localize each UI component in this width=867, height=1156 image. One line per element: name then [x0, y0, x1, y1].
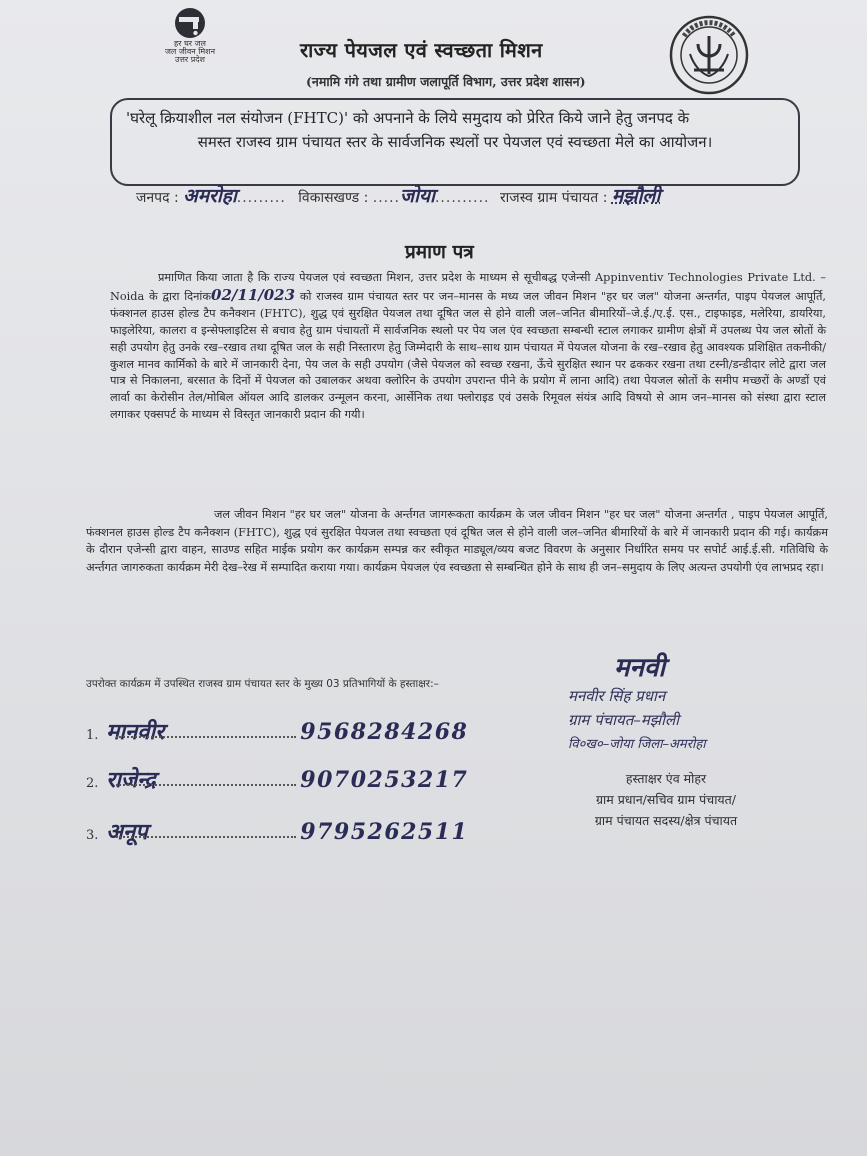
mission-title: राज्य पेयजल एवं स्वच्छता मिशन — [300, 38, 543, 62]
participant-index: 3. — [86, 828, 99, 843]
pradhan-signature: मनवी — [614, 653, 666, 683]
dotted-line — [116, 784, 296, 786]
dotted-line — [116, 836, 296, 838]
district-value: अमरोहा — [183, 185, 237, 207]
participant-phone: 9568284268 — [300, 719, 469, 745]
block-label: विकासखण्ड : — [298, 190, 369, 206]
location-fields — [136, 182, 836, 208]
participant-name: राजेन्द्र — [106, 767, 156, 793]
district-label: जनपद : — [136, 190, 179, 206]
logo-caption-3: उत्तर प्रदेश — [175, 55, 205, 64]
para1-before-date: प्रमाणित किया जाता है कि राज्य पेयजल एवं स्वच्छता मिशन, उत्तर प्रदेश के माध्यम से सूचीबद्ध एजेन्सी Appinventiv Technologies Private Ltd. – Noida के द्वारा दिनांक — [110, 271, 826, 303]
block-dots-right: .......... — [434, 190, 490, 206]
block-dots-left: ..... — [372, 190, 401, 206]
district-dots: ......... — [236, 190, 286, 206]
participant-row-2 — [86, 764, 468, 798]
participant-phone: 9795262511 — [300, 819, 469, 845]
signatory-block — [536, 768, 796, 831]
participant-phone: 9070253217 — [300, 767, 469, 793]
banner-line-1: 'घरेलू क्रियाशील नल संयोजन (FHTC)' को अपनाने के लिये समुदाय को प्रेरित किये जाने हेतु जनपद के — [126, 109, 690, 127]
dotted-line — [116, 736, 296, 738]
pradhan-stamp — [560, 646, 790, 756]
participant-index: 2. — [86, 776, 99, 791]
block-value: जोया — [400, 185, 435, 207]
certificate-paragraph-1 — [110, 270, 826, 424]
signatures-intro: उपरोक्त कार्यक्रम में उपस्थित राजस्व ग्राम पंचायत स्तर के मुख्य 03 प्रतिभागियों के हस्ताक्षर:– — [86, 678, 439, 690]
event-date: 02/11/023 — [211, 285, 296, 304]
participant-index: 1. — [86, 728, 99, 743]
panchayat-value: मझौली — [611, 185, 661, 207]
water-tap-icon — [173, 6, 207, 40]
participant-row-1 — [86, 716, 468, 750]
participant-row-3 — [86, 816, 468, 850]
logo-caption-1: हर घर जल — [174, 39, 206, 48]
sign-block-line-2: ग्राम प्रधान/सचिव ग्राम पंचायत/ — [595, 792, 737, 807]
certificate-heading: प्रमाण पत्र — [405, 241, 474, 263]
banner-line-2: समस्त राजस्व ग्राम पंचायत स्तर के सार्वजनिक स्थलों पर पेयजल एवं स्वच्छता मेले का आयोजन। — [197, 133, 713, 151]
stamp-line-2: ग्राम पंचायत–मझौली — [568, 711, 680, 729]
sign-block-line-3: ग्राम पंचायत सदस्य/क्षेत्र पंचायत — [594, 813, 738, 828]
event-banner — [110, 98, 800, 186]
har-ghar-jal-logo — [160, 6, 220, 68]
mission-subtitle: (नमामि गंगे तथा ग्रामीण जलापूर्ति विभाग, उत्तर प्रदेश शासन) — [306, 74, 586, 89]
stamp-line-3: वि०ख०–जोया जिला–अमरोहा — [568, 737, 706, 752]
stamp-line-1: मनवीर सिंह प्रधान — [568, 687, 666, 705]
para1-after-date: को राजस्व ग्राम पंचायत स्तर पर जन–मानस के मध्य जल जीवन मिशन "हर घर जल" योजना अन्तर्गत, पाइप पेयजल आपूर्ति, फंक्शनल हाउस होल्ड टैप कनैक्शन (FHTC), शुद्ध एवं सुरक्षित पेयजल तथा दूषित जल से होने वाली जल–जनित बीमारियों–जे.ई./ए.ई. एस., टाइफाइड, मलेरिया, डायरिया, फाइलेरिया, कालरा व इन्सेफ्लाइटिस से बचाव हेतु ग्राम पंचायतों में सार्वजनिक स्थलो पर पेय जल एंव स्वच्छता सम्बन्धी स्टाल लगाकर ग्रामीण क्षेत्रों में उपलब्ध पेय जल स्रोतों के सही उपयोग हेतु उनके रख–रखाव तथा दूषित जल के सही निस्तारण हेतु जिम्मेदारी के साथ–साथ ग्राम पंचायत में पेयजल योजना के रख–रखाव हेतु आवश्यक प्रशिक्षित तकनीकी/कुशल मानव कार्मिको के बारे में जानकारी देना, पेय जल के सही उपयोग (जैसे पेयजल को स्वच्छ रखना, ऊँचे सुरक्षित स्थान पर ढककर रखना तथा टस्नी/डन्डीदार लोटे द्वारा जल पात्र से निकालना, बरसात के दिनों में पेयजल को उबालकर अथवा क्लोरिन के उपयोग उपरान्त पीने के प्रयोग में लाना आदि) तथा पेयजल स्रोतों के समीप मच्छरों के अण्डों एवं लार्वा का केरोसीन तेल/मोबिल ऑयल आदि डालकर उन्मूलन करना, आर्सेनिक तथा फ्लोराइड एवं उसके रिमूवल संयंत्र आदि विषयो से आम जन–मानस को संस्था द्वारा स्टाल लगाकर एक्सपर्ट के माध्यम से विस्तृत जानकारी प्रदान की गयी। — [110, 289, 827, 422]
sign-block-line-1: हस्ताक्षर एंव मोहर — [625, 771, 707, 786]
participant-name: अनूप — [106, 819, 148, 845]
up-government-seal-icon — [668, 14, 750, 96]
logo-caption-2: जल जीवन मिशन — [164, 47, 216, 56]
participant-name: मानवीर — [106, 719, 165, 745]
panchayat-label: राजस्व ग्राम पंचायत : — [499, 190, 608, 206]
certificate-paragraph-2: जल जीवन मिशन "हर घर जल" योजना के अर्न्तगत जागरूकता कार्यक्रम के जल जीवन मिशन "हर घर जल" योजना अन्तर्गत , पाइप पेयजल आपूर्ति, फंक्शनल हाउस होल्ड टैप कनैक्शन (FHTC), शुद्ध एवं सुरक्षित पेयजल तथा स्वच्छता एवं दूषित जल से होने वाली जल–जनित बीमारियों के बारे में जानकारी प्रदान की गई। कार्यक्रम के दौरान एजेन्सी द्वारा वाहन, साउण्ड सहित माईक प्रयोग कर कार्यक्रम सम्पन्न कर स्वीकृत माड्यूल/व्यय बजट विवरण के अनुसार निर्धारित समय पर सपोर्ट आई.ई.सी. गतिविधि के अर्न्तगत जागरुकता कार्यक्रम मेरी देख–रेख में सम्पादित कराया गया। कार्यक्रम पेयजल एंव स्वच्छता से सम्बन्धित होने के साथ ही जन–समुदाय के लिए अत्यन्त उपयोगी एंव लाभप्रद रहा। — [86, 508, 828, 574]
